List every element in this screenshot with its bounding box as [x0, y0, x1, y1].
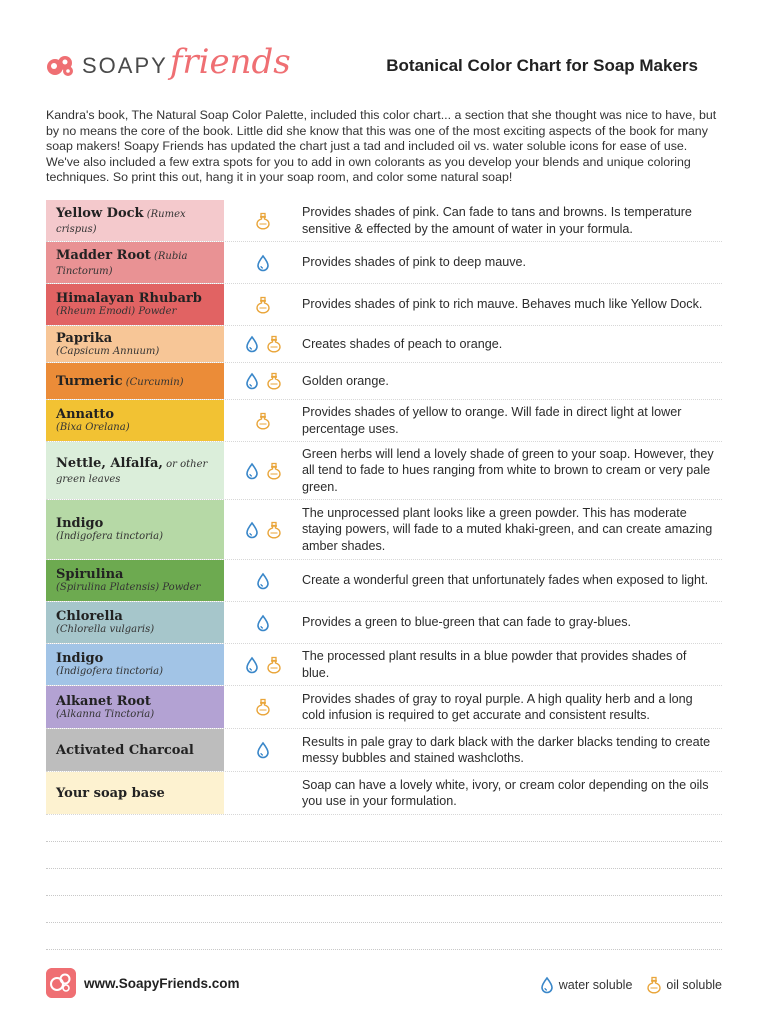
colorant-description: Provides shades of gray to royal purple. A high quality herb and a long cold infusion is required to get accurate and consistent results. — [302, 691, 693, 722]
website-link[interactable]: www.SoapyFriends.com — [84, 976, 240, 991]
droplet-icon — [244, 656, 260, 674]
colorant-latin-name: or other green leaves — [56, 458, 208, 485]
colorant-name-cell — [46, 560, 224, 601]
solubility-icons — [224, 772, 302, 814]
oil-bottle-icon — [646, 976, 662, 994]
colorant-description: Creates shades of peach to orange. — [302, 336, 503, 351]
solubility-legend — [525, 976, 722, 994]
colorant-name: Alkanet Root — [56, 693, 151, 709]
oil-bottle-icon — [255, 212, 271, 230]
colorant-latin-name: (Indigofera tinctoria) — [56, 666, 163, 677]
blank-entry-line[interactable] — [46, 923, 722, 950]
chart-row — [46, 560, 722, 602]
chart-row — [46, 500, 722, 560]
colorant-name: Yellow Dock — [56, 205, 144, 221]
colorant-name-line — [56, 248, 216, 278]
solubility-icons — [224, 729, 302, 771]
oil-bottle-icon — [255, 698, 271, 716]
chart-row — [46, 200, 722, 242]
colorant-name-line — [56, 456, 216, 486]
colorant-name-line — [56, 206, 216, 236]
colorant-name: Madder Root — [56, 247, 151, 263]
solubility-icons — [224, 284, 302, 325]
solubility-icons — [224, 363, 302, 399]
colorant-description: Provides shades of pink to rich mauve. Behaves much like Yellow Dock. — [302, 297, 703, 312]
blank-entry-line[interactable] — [46, 896, 722, 923]
colorant-description: Results in pale gray to dark black with the darker blacks tending to create messy bubbles and stained washcloths. — [302, 734, 711, 765]
colorant-name-cell — [46, 400, 224, 441]
legend-oil — [646, 976, 722, 994]
chart-row — [46, 400, 722, 442]
colorant-description: Golden orange. — [302, 373, 389, 388]
oil-bottle-icon — [266, 521, 282, 539]
colorant-name: Activated Charcoal — [56, 742, 194, 758]
solubility-icons — [224, 686, 302, 728]
solubility-icons — [224, 500, 302, 559]
legend-water — [539, 976, 633, 994]
chart-row — [46, 363, 722, 400]
chart-row — [46, 644, 722, 686]
logo-friends-text: friends — [169, 42, 291, 82]
colorant-name-cell — [46, 729, 224, 771]
colorant-description: Provides a green to blue-green that can fade to gray-blues. — [302, 615, 632, 630]
colorant-name-cell — [46, 363, 224, 399]
footer-logo-icon[interactable] — [46, 968, 76, 998]
oil-bottle-icon — [266, 462, 282, 480]
colorant-name-cell — [46, 772, 224, 814]
chart-row — [46, 442, 722, 500]
solubility-icons — [224, 560, 302, 601]
droplet-icon — [244, 462, 260, 480]
colorant-name: Indigo — [56, 516, 104, 531]
chart-row — [46, 242, 722, 284]
colorant-latin-name: (Bixa Orelana) — [56, 422, 130, 433]
page-header — [46, 40, 698, 90]
colorant-name: Spirulina — [56, 567, 124, 582]
legend-water-label: water soluble — [558, 978, 633, 992]
colorant-description: The unprocessed plant looks like a green powder. This has moderate staying powers, will fade to a muted khaki-green, and can create amazing amber shades. — [302, 505, 713, 553]
colorant-name-cell — [46, 200, 224, 241]
droplet-icon — [244, 372, 260, 390]
oil-bottle-icon — [255, 296, 271, 314]
droplet-icon — [539, 976, 555, 994]
colorant-name: Turmeric — [56, 373, 123, 389]
solubility-icons — [224, 644, 302, 685]
colorant-description: Provides shades of pink. Can fade to tans and browns. Is temperature sensitive & effected by the amount of water in your formula. — [302, 205, 692, 236]
colorant-latin-name: (Spirulina Platensis) Powder — [56, 582, 201, 593]
solubility-icons — [224, 326, 302, 362]
droplet-icon — [244, 335, 260, 353]
colorant-name: Annatto — [56, 407, 115, 422]
logo-soapy-text: SOAPY — [82, 53, 168, 78]
soap-bubbles-logo-icon — [46, 53, 76, 79]
blank-entry-line[interactable] — [46, 869, 722, 896]
oil-bottle-icon — [266, 335, 282, 353]
colorant-name: Chlorella — [56, 609, 123, 624]
page-footer — [46, 968, 722, 1000]
colorant-description: Green herbs will lend a lovely shade of green to your soap. However, they all tend to fade to hues ranging from white to brown to cream or very pale green. — [302, 446, 714, 494]
colorant-latin-name: (Indigofera tinctoria) — [56, 531, 163, 542]
solubility-icons — [224, 242, 302, 283]
colorant-description: The processed plant results in a blue powder that provides shades of blue. — [302, 649, 687, 680]
colorant-name: Nettle, Alfalfa, — [56, 455, 163, 471]
colorant-description: Soap can have a lovely white, ivory, or cream color depending on the oils you use in your formulation. — [302, 777, 709, 808]
legend-oil-label: oil soluble — [666, 978, 722, 992]
chart-row — [46, 729, 722, 772]
droplet-icon — [255, 254, 271, 272]
colorant-latin-name: (Rheum Emodi) Powder — [56, 306, 177, 317]
colorant-description: Provides shades of yellow to orange. Will fade in direct light at lower percentage uses. — [302, 405, 682, 436]
oil-bottle-icon — [255, 412, 271, 430]
colorant-description: Create a wonderful green that unfortunately fades when exposed to light. — [302, 573, 709, 588]
colorant-latin-name: (Rumex crispus) — [56, 208, 186, 235]
blank-entry-line[interactable] — [46, 815, 722, 842]
colorant-name-cell — [46, 242, 224, 283]
colorant-description: Provides shades of pink to deep mauve. — [302, 255, 527, 270]
colorant-name-cell — [46, 602, 224, 643]
intro-paragraph: Kandra's book, The Natural Soap Color Palette, included this color chart... a section that she thought was nice to have, but by no means the core of the book. Little did she know that this was one of the most exciting aspects of the book for many soap makers! Soapy Friends has updated the chart just a tad and included oil vs. water soluble icons for ease of use. We've also included a few extra spots for you to add in own colorants as you develop your blends and unique coloring techniques. So print this out, hang it in your soap room, and color some natural soap! — [46, 108, 717, 185]
oil-bottle-icon — [266, 656, 282, 674]
colorant-name-cell — [46, 442, 224, 499]
colorant-latin-name: (Curcumin) — [122, 376, 184, 388]
colorant-name-cell — [46, 644, 224, 685]
chart-row — [46, 284, 722, 326]
colorant-name-cell — [46, 500, 224, 559]
droplet-icon — [244, 521, 260, 539]
chart-row — [46, 772, 722, 815]
droplet-icon — [255, 741, 271, 759]
chart-row — [46, 686, 722, 729]
solubility-icons — [224, 602, 302, 643]
colorant-name-cell — [46, 326, 224, 362]
colorant-latin-name: (Alkanna Tinctoria) — [56, 708, 155, 720]
colorant-latin-name: (Chlorella vulgaris) — [56, 624, 155, 635]
chart-row — [46, 326, 722, 363]
colorant-name-line — [56, 374, 216, 389]
colorant-name-cell — [46, 284, 224, 325]
chart-row — [46, 602, 722, 644]
colorant-latin-name: (Capsicum Annuum) — [56, 345, 160, 357]
colorant-name: Your soap base — [56, 785, 165, 801]
solubility-icons — [224, 442, 302, 499]
color-chart-table — [46, 200, 722, 950]
blank-entry-line[interactable] — [46, 842, 722, 869]
soapy-friends-logo[interactable] — [46, 42, 291, 86]
colorant-name: Paprika — [56, 330, 113, 346]
colorant-name-cell — [46, 686, 224, 728]
solubility-icons — [224, 200, 302, 241]
colorant-name: Indigo — [56, 651, 104, 666]
oil-bottle-icon — [266, 372, 282, 390]
droplet-icon — [255, 572, 271, 590]
colorant-latin-name: (Rubia Tinctorum) — [56, 250, 188, 277]
droplet-icon — [255, 614, 271, 632]
colorant-name: Himalayan Rhubarb — [56, 291, 202, 306]
solubility-icons — [224, 400, 302, 441]
page-title: Botanical Color Chart for Soap Makers — [386, 56, 698, 75]
